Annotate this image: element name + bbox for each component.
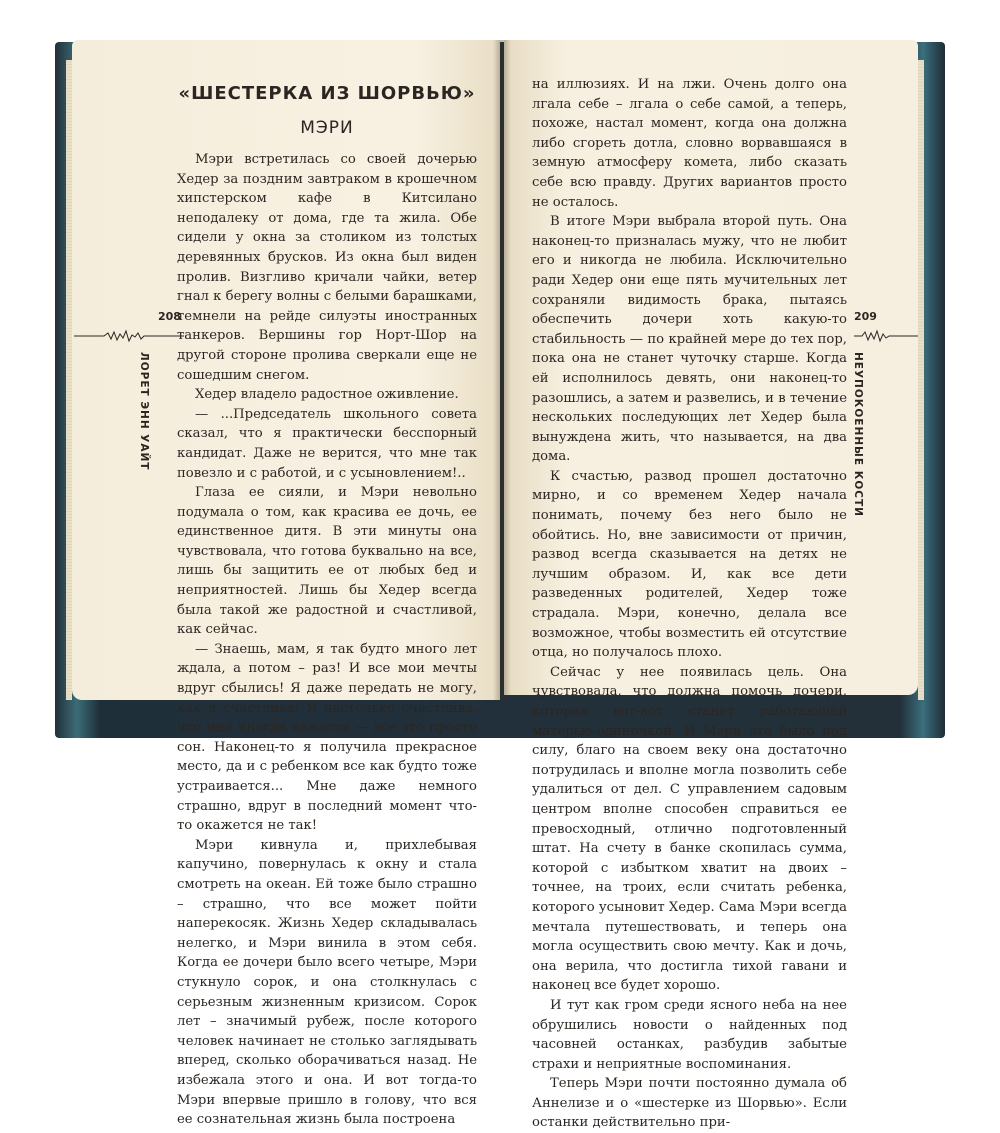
running-head-ornament-left xyxy=(74,326,184,346)
paragraph: — ...Председатель школьного совета сказал, что я практически бесспорный кандидат. Даже не верится, что мне так повезло и с работой, и с усыновлением!.. xyxy=(177,406,477,481)
paragraph: К счастью, развод прошел достаточно мирно, и со временем Хедер начала понимать, почему без него было не обойтись. Но, вне зависимости от причин, развод всегда сказывается на детях не лучшим образом. И, как все дети разведенных родителей, Хедер тоже страдала. Мэри, конечно, делала все возможное, чтобы возместить ей отсутствие отца, но получалось плохо. xyxy=(532,468,847,661)
page-edges-right xyxy=(918,60,924,700)
running-head-title: НЕУПОКОЕННЫЕ КОСТИ xyxy=(852,352,864,517)
paragraph: Глаза ее сияли, и Мэри невольно подумала о том, как красива ее дочь, ее единственное дитя. В эти минуты она чувствовала, что готова буквально на все, лишь бы защитить ее от любых бед и неприятностей. Лишь бы Хедер всегда была такой же радостной и счастливой, как сейчас. xyxy=(177,485,477,638)
left-page xyxy=(72,40,500,1128)
paragraph: Сейчас у нее появилась цель. Она чувствовала, что должна помочь дочери, которая вот-вот станет работающей матерью-одиночкой. И Мэри это было под силу, благо на своем веку она достаточно потрудилась и вполне могла позволить себе удалиться от дел. С управлением садовым центром вполне способен справиться ее превосходный, отлично подготовленный штат. На счету в банке скопилась сумма, которой с избытком хватит на двоих – точнее, на троих, если считать ребенка, которого усыновит Хедер. Сама Мэри всегда мечтала путешествовать, и теперь она могла осуществить свою мечту. Как и дочь, она верила, что достигла тихой гавани и наконец все будет хорошо. xyxy=(532,664,847,994)
paragraph: на иллюзиях. И на лжи. Очень долго она лгала себе – лгала о себе самой, а теперь, похоже, настал момент, когда она должна либо сгореть дотла, словно ворвавшаяся в земную атмосферу комета, либо сказать себе всю правду. Других вариантов просто не осталось. xyxy=(532,77,847,210)
paragraph: Теперь Мэри почти постоянно думала об Аннелизе и о «шестерке из Шорвью». Если останки действительно при- xyxy=(532,1076,847,1131)
right-body-text xyxy=(532,75,847,1133)
paragraph: Мэри кивнула и, прихлебывая капучино, повернулась к окну и стала смотреть на океан. Ей тоже было страшно – страшно, что все может пойти наперекосяк. Жизнь Хедер складывалась нелегко, и Мэри винила в этом себя. Когда ее дочери было всего четыре, Мэри стукнуло сорок, и она столкнулась с серьезным жизненным кризисом. Сорок лет – значимый рубеж, после которого человек начинает не столько заглядывать вперед, сколько оборачиваться назад. Не избежала этого и она. И вот тогда-то Мэри впервые пришло в голову, что вся ее сознательная жизнь была построена xyxy=(177,837,477,1128)
running-head-author: ЛОРЕТ ЭНН УАЙТ xyxy=(138,352,150,471)
paragraph: В итоге Мэри выбрала второй путь. Она наконец-то призналась мужу, что не любит его и никогда не любила. Исключительно ради Хедер они еще пять мучительных лет сохраняли видимость брака, пытаясь обеспечить дочери хоть какую-то стабильность — по крайней мере до тех пор, пока она не станет чуточку старше. Когда ей исполнилось девять, они наконец-то разошлись, а затем и развелись, и в течение нескольких последующих лет Хедер была вынуждена жить, что называется, на два дома. xyxy=(532,214,847,465)
paragraph: — Знаешь, мам, я так будто много лет ждала, а потом – раз! И все мои мечты вдруг сбылись! Я даже передать не могу, как я счастлива! Я настолько счастлива, что мне иногда кажется — все это просто сон. Наконец-то я получила прекрасное место, да и с ребенком все как будто тоже устраивается... Мне даже немного страшно, вдруг в последний момент что-то окажется не так! xyxy=(177,641,477,834)
paragraph: Мэри встретилась со своей дочерью Хедер за поздним завтраком в крошечном хипстерском кафе в Китсилано неподалеку от дома, где та жила. Обе сидели у окна за столиком из толстых деревянных брусков. Из окна был виден пролив. Визгливо кричали чайки, ветер гнал к берегу волны с белыми барашками, темнели на рейде силуэты иностранных танкеров. Вершины гор Норт-Шор на другой стороне пролива сверкали еще не сошедшим снегом. xyxy=(177,152,477,383)
right-page xyxy=(504,40,918,1131)
page-number-left: 208 xyxy=(158,310,181,323)
chapter-title: «ШЕСТЕРКА ИЗ ШОРВЬЮ» xyxy=(178,83,476,104)
section-title: МЭРИ xyxy=(300,118,354,138)
book-gutter xyxy=(493,40,511,700)
page-number-right: 209 xyxy=(854,310,877,323)
running-head-ornament-right xyxy=(854,326,918,346)
paragraph: Хедер владело радостное оживление. xyxy=(195,387,459,403)
left-body-text xyxy=(177,150,477,1130)
paragraph: И тут как гром среди ясного неба на нее обрушились новости о найденных под часовней останках, разбудив забытые страхи и неприятные воспоминания. xyxy=(532,997,847,1072)
